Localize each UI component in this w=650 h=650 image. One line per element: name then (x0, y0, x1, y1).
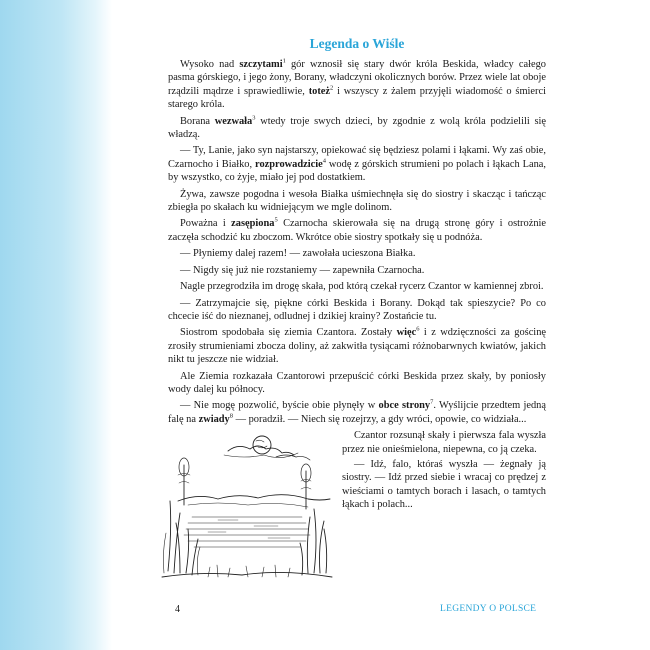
paragraph-13: Czantor rozsunął skały i pierwsza fala wyszła przez nie onieśmielona, niepewna, co ją czeka. (342, 430, 546, 455)
glossary-term: zwiady (198, 413, 230, 425)
glossary-term: szczytami (239, 59, 283, 70)
lake-landscape-icon (158, 431, 336, 583)
glossary-term: zasępiona (231, 218, 275, 230)
decorative-side-stripe (0, 0, 112, 650)
glossary-term: toteż (308, 85, 331, 97)
glossary-term: obce strony (378, 400, 431, 412)
paragraph-10: Siostrom spodobała się ziemia Czantora. Zostały więc$^6$ i z wdzięczności za gościnę zrosiły strumieniami zbocza doliny, aż zakwitła tysiącami różnobarwnych kwiatów, jakich nikt tu jeszcze nie widział. (168, 325, 547, 366)
paragraph-14: — Idź, falo, któraś wyszła — żegnały ją siostry. — Idź przed siebie i wracaj co prędzej z wieściami o tamtych borach i lasach, o tamtych łąkach i polach... (342, 458, 546, 511)
paragraph-7: — Nigdy się już nie rozstaniemy — zapewniła Czarnocha. (180, 264, 425, 276)
paragraph-3: — Ty, Lanie, jako syn najstarszy, opiekować się będziesz polami i łąkami. Wy zaś obie, Czarnocho i Białko, rozprowadzicie$^4$ wodę z górskich strumieni po polach i łąkach Lana, by wszystko, co żyje, miało jej pod dostatkiem. (168, 145, 547, 184)
paragraph-4: Żywa, zawsze pogodna i wesoła Białka uśmiechnęła się do siostry i skacząc i tańcząc zbiegła po skałach ku widniejącym we mgle dolinom. (168, 188, 546, 214)
paragraph-1: Wysoko nad szczytami$^1$ gór wznosił się stary dwór króla Beskida, władcy całego pasma górskiego, i jego żony, Borany, władczyni okolicznych borów. Przez wiele lat oboje rządzili mądrze i sprawiedliwie, toteż$^2$ i wszyscy z żalem przyjęli wiadomość o śmierci starego króla. (168, 57, 546, 111)
page-number: 4 (175, 604, 180, 615)
paragraph-11: Ale Ziemia rozkazała Czantorowi przepuścić córki Beskida przez skały, by poniosły wody dalej ku północy. (168, 370, 546, 395)
paragraph-8: Nagle przegrodziła im drogę skała, pod którą czekał rycerz Czantor w kamiennej zbroi. (180, 281, 544, 293)
paragraph-9: — Zatrzymajcie się, piękne córki Beskida i Borany. Dokąd tak spieszycie? Po co chcecie iść do nieznanej, odludnej i dzikiej krainy? Zostańcie tu. (168, 297, 546, 322)
paragraph-12: — Nie mogę pozwolić, byście obie płynęły w obce strony$^7$. Wyślijcie przedtem jedną falę na zwiady$^8$ — poradził. — Niech się rozejrzy, a gdy wróci, opowie, co widziała... (168, 398, 546, 425)
paragraph-5: Poważna i zasępiona$^5$ Czarnocha skierowała się na drugą stronę góry i ostrożnie zaczęła schodzić ku zboczom. Wkrótce obie siostry spotkały się u podnóża. (168, 217, 547, 243)
glossary-term: wezwała (214, 115, 253, 127)
running-footer-title: LEGENDY O POLSCE (440, 604, 537, 614)
page-title: Legenda o Wiśle (309, 36, 405, 51)
glossary-term: więc (396, 327, 417, 339)
glossary-term: rozprowadzicie (255, 158, 323, 170)
lake-landscape-illustration (158, 431, 336, 583)
paragraph-6: — Płyniemy dalej razem! — zawołała ucieszona Białka. (180, 248, 416, 260)
page-content (168, 30, 546, 630)
paragraph-2: Borana wezwała$^3$ wtedy troje swych dzieci, by zgodnie z wolą króla podzielili się władzą. (168, 114, 546, 141)
